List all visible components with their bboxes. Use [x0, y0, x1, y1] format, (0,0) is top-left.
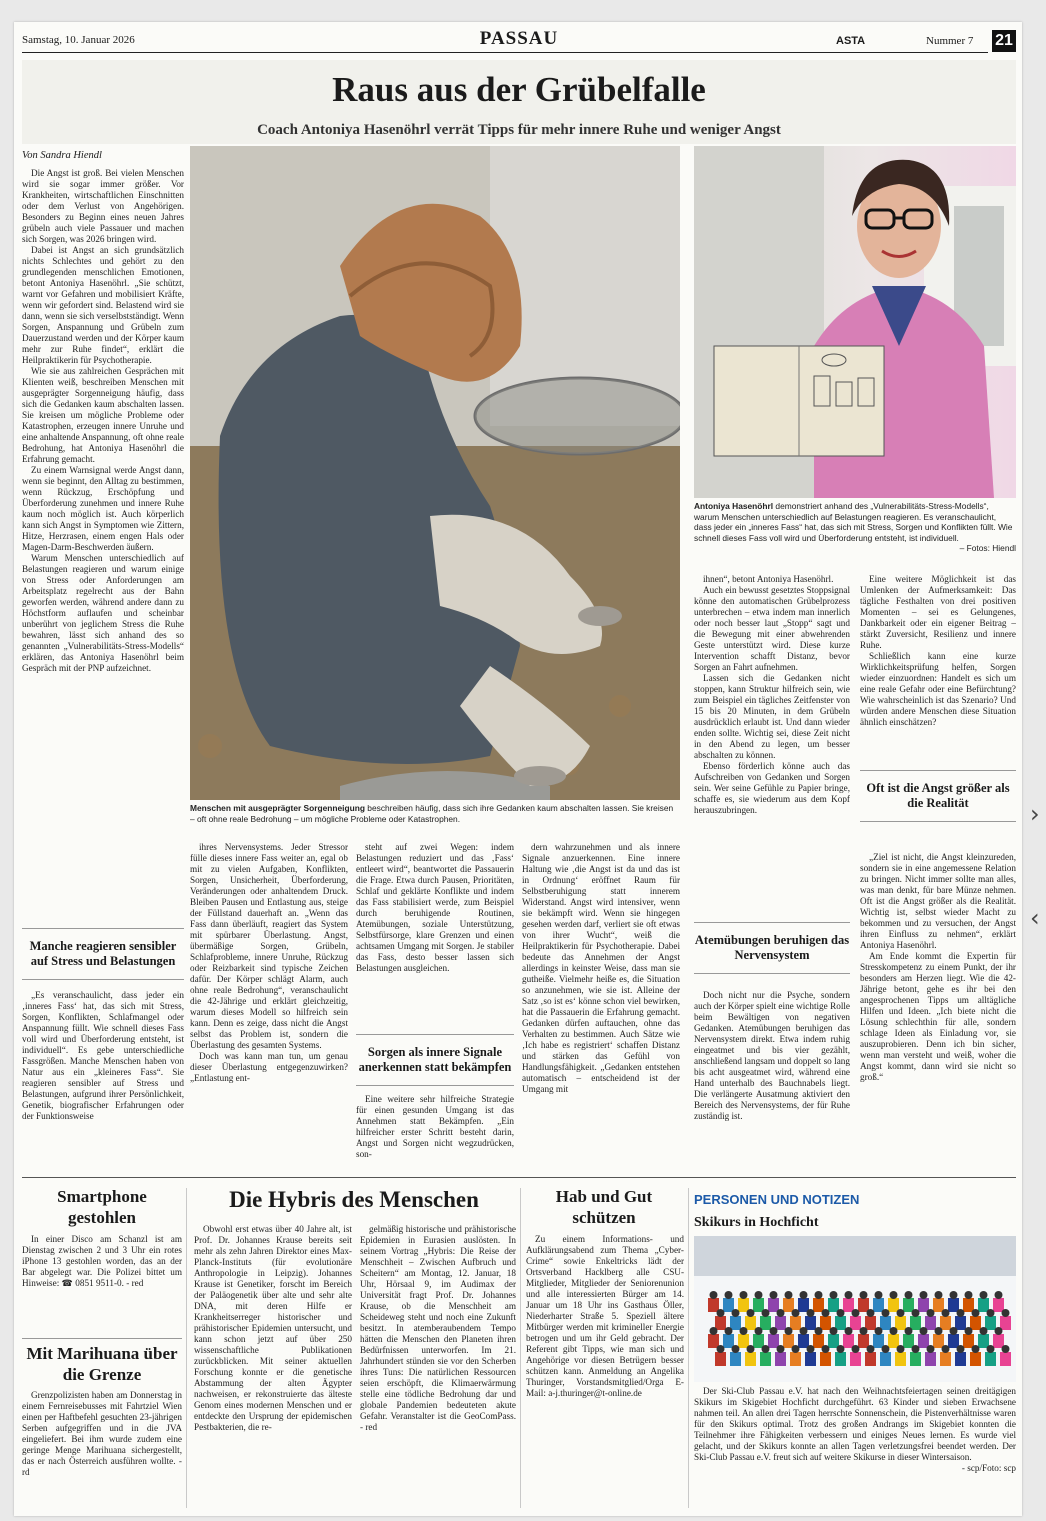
- caption-text: beschreiben häufig, dass sich ihre Gedanken kaum abschalten lassen. Sie kreisen – oft ohne reale Bedrohung – um mögliche Probleme oder Katastrophen.: [190, 803, 674, 824]
- article-column-5: [694, 574, 850, 916]
- skier-helmet: [912, 1345, 920, 1353]
- section-label: ASTA: [836, 35, 866, 47]
- article-column-3: [356, 842, 514, 1042]
- skier-figure: [918, 1334, 929, 1348]
- skier-helmet: [755, 1327, 763, 1335]
- skier-helmet: [807, 1345, 815, 1353]
- skier-helmet: [890, 1291, 898, 1299]
- paragraph: Die Angst ist groß. Bei vielen Menschen wird sie sogar immer größer. Vor Krankheiten, wirtschaftlichen Einschnitten oder dem Verlust von Angehörigen. Besonders zu Beginn eines neuen Jahres grübeln auch viele Passauer und machen sich Sorgen, was 2026 bringen wird.: [22, 168, 184, 244]
- section-personen: PERSONEN UND NOTIZEN: [694, 1192, 860, 1207]
- skier-helmet: [972, 1345, 980, 1353]
- skier-figure: [903, 1298, 914, 1312]
- skier-helmet: [717, 1309, 725, 1317]
- paragraph: Zu einem Informations- und Aufklärungsabend zum Thema „Cyber-Crime“ sowie Enkeltricks lädt der Ortsverband Hacklberg alle CSU-Mitglieder, Mitglieder der Seniorenunion und alle interessierten Bürger am 14. Januar um 18 Uhr ins Gasthaus Öller, Niederharter Straße 5. Speziell ältere Mitbürger werden mit krimineller Energie betrogen und um ihr Geld gebracht. Der Referent gibt Tipps, wie man sich und Angehörige vor diesen Betrügern besser schützen kann. Anmeldung an Angelika Thuringer, Vorstandsmitglied/Orga E-Mail: a-j.thuringer@t-online.de: [526, 1234, 684, 1398]
- skier-helmet: [980, 1327, 988, 1335]
- skier-figure: [858, 1298, 869, 1312]
- photo-worried-woman-illustration: [190, 146, 680, 800]
- skier-figure: [798, 1334, 809, 1348]
- photo-credit: – Fotos: Hiendl: [959, 543, 1016, 553]
- paragraph: Zu einem Warnsignal werde Angst dann, wenn sie beginnt, den Alltag zu bestimmen, wenn Rückzug, Erschöpfung und Überforderung zunehmen und innere Ruhe kaum noch möglich ist. Auch körperlich kann sich Angst in Symptomen wie Zittern, Hitze, Herzrasen, einem engen Hals oder Magen-Darm-Beschwerden äußern.: [22, 465, 184, 552]
- skier-helmet: [785, 1327, 793, 1335]
- subheading-stress: Manche reagieren sensibler auf Stress und Belastungen: [22, 928, 184, 980]
- skier-figure: [768, 1334, 779, 1348]
- skier-figure: [955, 1352, 966, 1366]
- skier-helmet: [747, 1309, 755, 1317]
- photo-coach-portrait-illustration: [694, 146, 1016, 498]
- paragraph: Der Ski-Club Passau e.V. hat nach den Weihnachtsfeiertagen seinen dreitägigen Skikurs im Skigebiet Hochficht durchgeführt. 63 Kinder und sieben Erwachsene nahmen teil. An allen drei Tagen herrschte Sonnenschein, die Pistenverhältnisse waren für den Skikurs optimal. Trotz des großen Andrangs im Skigebiet konnten die Teilnehmer ihre Fähigkeiten verbessern und einiges Neues lernen. Es wurde viel gelacht, und der Skikurs konnte an allen Tagen verletzungsfrei beendet werden. Der Ski-Club Passau e.V. freut sich auf weitere Skikurse in dieser Wintersaison.: [694, 1386, 1016, 1462]
- skier-figure: [850, 1316, 861, 1330]
- skier-helmet: [755, 1291, 763, 1299]
- skier-helmet: [995, 1327, 1003, 1335]
- paragraph: Grenzpolizisten haben am Donnerstag in einem Fernreisebusses mit Fahrtziel Wien einen per Haftbefehl gesuchten 23-jährigen Serben aufgegriffen und in die JVA eingeliefert. Bei ihm wurde zudem eine geringe Menge Marihuana sichergestellt, das er nach Österreich ausführen wollte. - rd: [22, 1390, 182, 1477]
- subheading-breathing: Atemübungen beruhigen das Nervensystem: [694, 922, 850, 974]
- skier-figure: [828, 1334, 839, 1348]
- skier-helmet: [852, 1345, 860, 1353]
- skier-figure: [933, 1298, 944, 1312]
- skier-helmet: [867, 1309, 875, 1317]
- skier-figure: [895, 1352, 906, 1366]
- skier-helmet: [942, 1309, 950, 1317]
- skier-helmet: [710, 1291, 718, 1299]
- paragraph: Am Ende kommt die Expertin für Stresskompetenz zu einem Punkt, der ihr besonders am Herzen liegt. Wie die 42-Jährige betont, gehe es ihr bei den angesprochenen Tipps um alltägliche Hilfen und Ideen. „Ich biete nicht die Lösung schlechthin für alle, sondern schlage Ideen als Einladung vor, sie auszuprobieren. Denn ich bin sicher, wenn man versteht und weiß, woher die Angst kommt, dann wird sie nicht so groß.“: [860, 951, 1016, 1082]
- skier-helmet: [815, 1291, 823, 1299]
- paragraph: In einer Disco am Schanzl ist am Dienstag zwischen 2 und 3 Uhr ein rotes iPhone 13 gestohlen worden, das an der Bar abgelegt war. Die Polizei bittet um Hinweise: ☎ 0851 9511-0. - red: [22, 1234, 182, 1288]
- paragraph: Auch ein bewusst gesetztes Stoppsignal könne den automatischen Grübelprozess unterbrechen – etwa indem man innerlich oder noch besser laut „Stopp“ sagt und die Bewegung mit einer abwehrenden Geste unterstützt wird. Diese kurze Intervention schafft Distanz, bevor Sorgen an Fahrt aufnehmen.: [694, 585, 850, 672]
- skier-helmet: [965, 1291, 973, 1299]
- skier-figure: [963, 1334, 974, 1348]
- skier-helmet: [1002, 1309, 1010, 1317]
- skier-figure: [813, 1334, 824, 1348]
- skier-helmet: [837, 1345, 845, 1353]
- skier-figure: [783, 1298, 794, 1312]
- skier-figure: [865, 1316, 876, 1330]
- skier-helmet: [950, 1291, 958, 1299]
- skier-figure: [918, 1298, 929, 1312]
- column-divider: [520, 1188, 521, 1508]
- skier-helmet: [957, 1345, 965, 1353]
- skier-helmet: [965, 1327, 973, 1335]
- paragraph: Eine weitere sehr hilfreiche Strategie für einen gesunden Umgang ist das Annehmen statt Bekämpfen. „Ein hilfreicher erster Schritt besteht darin, Angst und Sorgen nicht wegzudrücken, son-: [356, 1094, 514, 1159]
- skier-figure: [843, 1334, 854, 1348]
- column-divider: [688, 1188, 689, 1508]
- skier-figure: [993, 1334, 1004, 1348]
- skier-figure: [925, 1352, 936, 1366]
- skier-helmet: [912, 1309, 920, 1317]
- issue-date: Samstag, 10. Januar 2026: [22, 34, 135, 46]
- issue-number: Nummer 7: [926, 35, 974, 47]
- skier-helmet: [777, 1345, 785, 1353]
- newspaper-page: [14, 22, 1022, 1516]
- article-column-1b: [22, 990, 184, 1168]
- skier-figure: [903, 1334, 914, 1348]
- skier-helmet: [875, 1327, 883, 1335]
- skier-figure: [955, 1316, 966, 1330]
- skier-helmet: [980, 1291, 988, 1299]
- skier-figure: [828, 1298, 839, 1312]
- skier-figure: [895, 1316, 906, 1330]
- skier-figure: [753, 1334, 764, 1348]
- skier-helmet: [845, 1291, 853, 1299]
- skier-figure: [843, 1298, 854, 1312]
- skier-figure: [985, 1316, 996, 1330]
- skier-helmet: [717, 1345, 725, 1353]
- skier-helmet: [740, 1291, 748, 1299]
- paragraph: Obwohl erst etwas über 40 Jahre alt, ist Prof. Dr. Johannes Krause bereits seit mehr als zehn Jahren Direktor eines Max-Planck-Instituts (für evolutionäre Anthropologie in Leipzig). Johannes Krause ist Genetiker, forscht im Bereich der Paläogenetik über alte und sehr alte DNA, mit deren Hilfe er Krankheitserreger historischer und prähistorischer Epidemien untersucht, und kann schon jetzt auf über 250 wissenschaftliche Publikationen zurückblicken. Mit seiner aktuellen Forschung konnte er die genetische Abstammung der alten Ägypter nachweisen, er rekonstruierte das älteste Genom eines modernen Menschen und er entdeckte den Ursprung der epidemischen Pestbakterien, die re-: [194, 1224, 352, 1432]
- paragraph: Eine weitere Möglichkeit ist das Umlenken der Aufmerksamkeit: Das tägliche Festhalten von drei positiven Momenten – sei es Gelungenes, Dankbarkeit oder ein eigener Beitrag – stärkt Zuversicht, Resilienz und innere Ruhe.: [860, 574, 1016, 650]
- photo-worried-woman: [190, 146, 680, 800]
- skier-figure: [723, 1334, 734, 1348]
- caption-text: demonstriert anhand des „Vulnerabilitäts-Stress-Modells“, warum Menschen unterschiedlich auf Belastungen reagieren. Es veranschaulicht, dass jeder ein „inneres Fass“ hat, das sich mit Stress, Sorgen und Konflikten füllt. Wie schnell dieses Fass voll wird und Überforderung entsteht, ist individuell.: [694, 501, 1013, 543]
- skier-helmet: [807, 1309, 815, 1317]
- skier-figure: [880, 1352, 891, 1366]
- paragraph: dern wahrzunehmen und als innere Signale anzuerkennen. Eine innere Haltung wie ‚die Angst ist da und das ist in Ordnung‘ eröffnet Raum für Selbstberuhigung statt innerem Widerstand. Angst wird intensiver, wenn sie bekämpft wird. Wenn sie hingegen gesehen werden darf, verliert sie oft etwas von ihrer Wucht“, weiß die Heilpraktikerin für Psychotherapie. Dabei bedeute das Annehmen der Angst allerdings in keinster Weise, dass man sie gutheiße. Vielmehr heiße es, die Situation so anzunehmen, wie sie ist. Alleine der Satz ‚so ist es‘ könne schon viel bewirken, hat die Passauerin die Erfahrung gemacht. Gedanken dürfen auftauchen, ohne das Verhalten zu bestimmen. Auch Sätze wie ‚Ich habe es registriert‘ schaffen Distanz und stärken das Gefühl von Handlungsfähigkeit. „Gedanken entstehen automatisch – entscheidend ist der Umgang mit: [522, 842, 680, 1094]
- skier-figure: [820, 1316, 831, 1330]
- skier-helmet: [920, 1327, 928, 1335]
- skier-helmet: [995, 1291, 1003, 1299]
- habgut-text: [526, 1234, 684, 1510]
- skier-helmet: [815, 1327, 823, 1335]
- skier-helmet: [882, 1309, 890, 1317]
- skier-helmet: [845, 1327, 853, 1335]
- skier-helmet: [905, 1327, 913, 1335]
- skier-figure: [730, 1352, 741, 1366]
- skier-figure: [790, 1352, 801, 1366]
- subheading-signals: Sorgen als innere Signale anerkennen statt bekämpfen: [356, 1034, 514, 1086]
- skier-helmet: [950, 1327, 958, 1335]
- photo-ski-group: [694, 1236, 1016, 1382]
- skier-helmet: [1002, 1345, 1010, 1353]
- skier-helmet: [852, 1309, 860, 1317]
- skier-helmet: [777, 1309, 785, 1317]
- hybris-column-2: [360, 1224, 516, 1510]
- skier-helmet: [927, 1309, 935, 1317]
- paragraph: Lassen sich die Gedanken nicht stoppen, kann Struktur hilfreich sein, wie zum Beispiel ein tägliches Zeitfenster von 15 bis 20 Minuten, in dem Grübeln ausdrücklich erlaubt ist. Und dann wieder enden sollte. Wichtig sei, diese Zeit nicht in den Abend zu legen, um besser abschalten zu können.: [694, 673, 850, 760]
- skier-helmet: [987, 1309, 995, 1317]
- skier-helmet: [830, 1327, 838, 1335]
- skier-helmet: [882, 1345, 890, 1353]
- skier-figure: [745, 1316, 756, 1330]
- skier-helmet: [770, 1291, 778, 1299]
- skier-helmet: [710, 1327, 718, 1335]
- skier-figure: [940, 1352, 951, 1366]
- skier-figure: [760, 1352, 771, 1366]
- skier-helmet: [822, 1309, 830, 1317]
- skier-figure: [940, 1316, 951, 1330]
- skier-figure: [738, 1298, 749, 1312]
- skier-figure: [978, 1298, 989, 1312]
- skier-figure: [820, 1352, 831, 1366]
- caption-lead: Menschen mit ausgeprägter Sorgenneigung: [190, 803, 365, 813]
- skier-helmet: [935, 1291, 943, 1299]
- skier-helmet: [792, 1345, 800, 1353]
- caption-lead: Antoniya Hasenöhrl: [694, 501, 774, 511]
- skikurs-credit: - scp/Foto: scp: [961, 1463, 1016, 1473]
- paragraph: steht auf zwei Wegen: indem Belastungen reduziert und das ‚Fass‘ entleert wird“, beantwortet die Passauerin die Frage. Etwa durch Pausen, Prioritäten, Schlaf und geklärte Konflikte und indem das Fass stabilisiert werde, zum Beispiel durch beruhigende Routinen, Atemübungen, soziale Unterstützung, Selbstfürsorge, klare Grenzen und einen achtsamen Umgang mit Sorgen. Je stabiler das Fass, desto besser lassen sich Belastungen ausgleichen.: [356, 842, 514, 973]
- skier-figure: [813, 1298, 824, 1312]
- skier-helmet: [770, 1327, 778, 1335]
- skier-helmet: [890, 1327, 898, 1335]
- hybris-column-1: [194, 1224, 352, 1510]
- skier-figure: [745, 1352, 756, 1366]
- skier-helmet: [830, 1291, 838, 1299]
- subheading-reality: Oft ist die Angst größer als die Realität: [860, 770, 1016, 822]
- skier-figure: [730, 1316, 741, 1330]
- skier-helmet: [725, 1327, 733, 1335]
- article-column-5b: [694, 990, 850, 1168]
- skier-figure: [933, 1334, 944, 1348]
- skier-figure: [873, 1298, 884, 1312]
- marihuana-text: [22, 1390, 182, 1510]
- article-subline: Coach Antoniya Hasenöhrl verrät Tipps für mehr innere Ruhe und weniger Angst: [257, 122, 781, 138]
- skier-figure: [760, 1316, 771, 1330]
- skier-figure: [865, 1352, 876, 1366]
- skier-figure: [790, 1316, 801, 1330]
- skier-helmet: [822, 1345, 830, 1353]
- skier-figure: [775, 1352, 786, 1366]
- skier-figure: [753, 1298, 764, 1312]
- skier-figure: [768, 1298, 779, 1312]
- article-column-3b: [356, 1094, 514, 1168]
- skier-figure: [970, 1316, 981, 1330]
- paragraph: Doch was kann man tun, um genau dieser Überlastung entgegenzuwirken? „Entlastung ent-: [190, 1051, 348, 1083]
- skier-helmet: [762, 1345, 770, 1353]
- skier-figure: [850, 1352, 861, 1366]
- header-rule: [22, 52, 988, 53]
- skier-helmet: [747, 1345, 755, 1353]
- column-divider: [186, 1188, 187, 1508]
- skier-figure: [783, 1334, 794, 1348]
- article-headline: Raus aus der Grübelfalle: [332, 70, 706, 109]
- skier-helmet: [987, 1345, 995, 1353]
- skier-figure: [835, 1352, 846, 1366]
- photo-caption-2: [694, 501, 1016, 554]
- paragraph: Schließlich kann eine kurze Wirklichkeitsprüfung helfen, Sorgen wieder einzuordnen: Handelt es sich um eine reale Gefahr oder eine Befürchtung? Wie wahrscheinlich ist das Szenario? Und würden andere Menschen diese Situation ähnlich einschätzen?: [860, 651, 1016, 727]
- skier-figure: [708, 1298, 719, 1312]
- skier-figure: [948, 1298, 959, 1312]
- skier-figure: [925, 1316, 936, 1330]
- section-city: PASSAU: [479, 28, 559, 49]
- skier-figure: [723, 1298, 734, 1312]
- skier-figure: [985, 1352, 996, 1366]
- skier-helmet: [725, 1291, 733, 1299]
- skier-figure: [910, 1352, 921, 1366]
- skier-helmet: [785, 1291, 793, 1299]
- bottom-section-rule: [22, 1177, 1016, 1178]
- smartphone-headline: Smartphone gestohlen: [57, 1187, 147, 1227]
- article-column-1: [22, 168, 184, 925]
- paragraph: Dabei ist Angst an sich grundsätzlich nichts Schlechtes und gehört zu den grundlegenden menschlichen Emotionen, betont Antoniya Hasenöhrl. „Sie schützt, warnt vor Gefahren und mobilisiert Kräfte, wenn wir gefordert sind. Belastend wird sie dann, wenn sie sich verselbstständigt. Wenn Sorgen, Anspannung und Grübeln zum Dauerzustand werden und der Körper kaum mehr zur Ruhe findet“, erklärt die Heilpraktikerin für Psychotherapie.: [22, 245, 184, 365]
- skier-figure: [963, 1298, 974, 1312]
- skier-figure: [1000, 1352, 1011, 1366]
- skier-figure: [738, 1334, 749, 1348]
- skier-figure: [978, 1334, 989, 1348]
- skier-helmet: [732, 1345, 740, 1353]
- skikurs-headline: Skikurs in Hochficht: [694, 1215, 819, 1230]
- skier-figure: [835, 1316, 846, 1330]
- skier-figure: [715, 1352, 726, 1366]
- paragraph: Wie sie aus zahlreichen Gesprächen mit Klienten weiß, beschreiben Menschen mit ausgeprägter Sorgenneigung häufig, dass sich die Gedanken kaum abschalten lassen. Sie kreisen um mögliche Probleme oder Katastrophen, erzeugen innere Unruhe und eine anhaltende Anspannung, oft ohne reale Bedrohung, hat Antoniya Hasenöhrl die Erfahrung gemacht.: [22, 366, 184, 464]
- article-column-4: [522, 842, 680, 1168]
- marihuana-headline: Mit Marihuana über die Grenze: [22, 1338, 182, 1385]
- skier-helmet: [935, 1327, 943, 1335]
- skier-helmet: [732, 1309, 740, 1317]
- skier-figure: [970, 1352, 981, 1366]
- skier-helmet: [942, 1345, 950, 1353]
- skier-helmet: [792, 1309, 800, 1317]
- skier-helmet: [875, 1291, 883, 1299]
- paragraph: Doch nicht nur die Psyche, sondern auch der Körper spielt eine wichtige Rolle beim Bewältigen von negativen Gedanken. Atemübungen beruhigen das Nervensystem direkt. Etwa indem ruhig eingeatmet und bis vier gezählt, anschließend langsam und doppelt so lang bis acht ausgeatmet wird, während eine Hand unterhalb des Bauchnabels liegt. Die verlängerte Ausatmung aktiviert den Bereich des Nervensystems, der für Ruhe zuständig ist.: [694, 990, 850, 1121]
- skier-figure: [888, 1334, 899, 1348]
- habgut-headline: Hab und Gut schützen: [555, 1187, 653, 1227]
- skier-helmet: [927, 1345, 935, 1353]
- photo-caption-1: [190, 803, 680, 824]
- paragraph: gelmäßig historische und prähistorische Epidemien in Eurasien auslösten. In seinem Vortrag „Hybris: Die Reise der Menschheit – Zwischen Aufbruch und Scheitern“ am Montag, 12. Januar, 18 Uhr, Hörsaal 9, im Audimax der Universität fragt Prof. Dr. Johannes Krause, ob die Menschheit am Scheideweg steht und noch eine Zukunft besitzt. In atemberaubendem Tempo hätten die Menschen den Planeten ihren Bedürfnissen unterworfen. Im 21. Jahrhundert stünden sie vor den Scherben ihres Tuns: Die natürlichen Ressourcen seien erschöpft, die Klimaerwärmung stelle eine tödliche Bedrohung dar und globale Pandemien bedeuteten akute Gefahr. Veranstalter ist die GeoComPass. - red: [360, 1224, 516, 1432]
- hybris-headline: Die Hybris des Menschen: [229, 1187, 479, 1212]
- skier-figure: [775, 1316, 786, 1330]
- skier-helmet: [897, 1345, 905, 1353]
- paragraph: Warum Menschen unterschiedlich auf Belastungen reagieren und warum einige von Stress oder Anforderungen am Arbeitsplatz regelrecht aus der Bahn geworfen werden, während andere dann zu Höchstform auflaufen und scheinbar unberührt von jeglichem Stress die Ruhe bewahren, lässt sich anhand des so genannten „Vulnerabilitäts-Stress-Modells“ erklären, das Antoniya Hasenöhrl beim Gespräch mit der PNP aufzeichnet.: [22, 553, 184, 673]
- skier-helmet: [800, 1327, 808, 1335]
- paragraph: ihnen“, betont Antoniya Hasenöhrl.: [703, 574, 834, 584]
- skier-helmet: [740, 1327, 748, 1335]
- skier-helmet: [800, 1291, 808, 1299]
- skier-figure: [858, 1334, 869, 1348]
- skier-figure: [1000, 1316, 1011, 1330]
- paragraph: „Ziel ist nicht, die Angst kleinzureden, sondern sie in eine angemessene Relation zu bringen. Nicht immer sollte man alles, was man denkt, für bare Münze nehmen. Oft ist die Angst größer als die Realität. Wichtig ist, selbst wieder Macht zu bekommen und zu versuchen, der Angst ihren Einfluss zu nehmen“, erklärt Antoniya Hasenöhrl.: [860, 852, 1016, 950]
- smartphone-text: [22, 1234, 182, 1334]
- skier-figure: [798, 1298, 809, 1312]
- photo-ski-group-illustration: [694, 1236, 1016, 1382]
- article-column-6b: [860, 852, 1016, 1168]
- paragraph: Ebenso förderlich könne auch das Aufschreiben von Gedanken und Sorgen sein. Wer seine Gefühle zu Papier bringe, schaffe es, sie wiederum aus dem Kopf herauszubringen.: [694, 761, 850, 815]
- skier-helmet: [762, 1309, 770, 1317]
- page-number: 21: [992, 30, 1016, 52]
- skier-figure: [948, 1334, 959, 1348]
- skier-figure: [805, 1352, 816, 1366]
- article-column-6: [860, 574, 1016, 760]
- chevron-left-icon: ‹: [1030, 904, 1040, 932]
- skier-helmet: [860, 1291, 868, 1299]
- paragraph: ihres Nervensystems. Jeder Stressor fülle dieses innere Fass weiter an, egal ob mit zu vielen Aufgaben, Konflikten, Sorgen, Unsicherheit, Überforderung, Veränderungen oder anhaltendem Druck. Bleiben Pausen und Entlastung aus, steige der Füllstand dauerhaft an. „Wenn das Fass dann überläuft, reagiert das System mit spürbarer Überlastung. Angst, übermäßige Sorgen, Grübeln, Schlafprobleme, innere Unruhe, Rückzug oder Reizbarkeit sind typische Zeichen dafür. Der Körper schlägt Alarm, auch ohne reale Bedrohung“, veranschaulicht die 42-Jährige und erklärt gleichzeitig, warum dieses Modell so hilfreich sein kann. Denn es zeige, dass nicht die Angst selbst das Problem ist, sondern die Überlastung des gesamten Systems.: [190, 842, 348, 1050]
- skier-figure: [715, 1316, 726, 1330]
- skier-helmet: [867, 1345, 875, 1353]
- skier-helmet: [972, 1309, 980, 1317]
- skier-helmet: [957, 1309, 965, 1317]
- skier-figure: [708, 1334, 719, 1348]
- skikurs-text: [694, 1386, 1016, 1502]
- chevron-right-icon: ›: [1030, 800, 1040, 828]
- skier-figure: [993, 1298, 1004, 1312]
- skier-helmet: [860, 1327, 868, 1335]
- skier-helmet: [897, 1309, 905, 1317]
- photo-coach-portrait: [694, 146, 1016, 498]
- skier-figure: [888, 1298, 899, 1312]
- article-column-2: [190, 842, 348, 1168]
- skier-helmet: [905, 1291, 913, 1299]
- skier-figure: [880, 1316, 891, 1330]
- skier-figure: [910, 1316, 921, 1330]
- skier-helmet: [920, 1291, 928, 1299]
- skier-figure: [805, 1316, 816, 1330]
- skier-figure: [873, 1334, 884, 1348]
- article-byline: Von Sandra Hiendl: [22, 150, 102, 161]
- skier-helmet: [837, 1309, 845, 1317]
- paragraph: „Es veranschaulicht, dass jeder ein ‚inneres Fass‘ hat, das sich mit Stress, Sorgen, Konflikten, Schlafmangel oder Anspannung füllt. Wie schnell dieses Fass voll wird und Überforderung entsteht, ist individuell“. Es gebe unterschiedliche Fassgrößen. Manche Menschen haben von Natur aus ein „kleineres Fass“. Sie reagieren sensibler auf Stress und Belastungen, aufgrund ihrer Persönlichkeit, Genetik, biografischer Erfahrungen oder der Funktionsweise: [22, 990, 184, 1121]
